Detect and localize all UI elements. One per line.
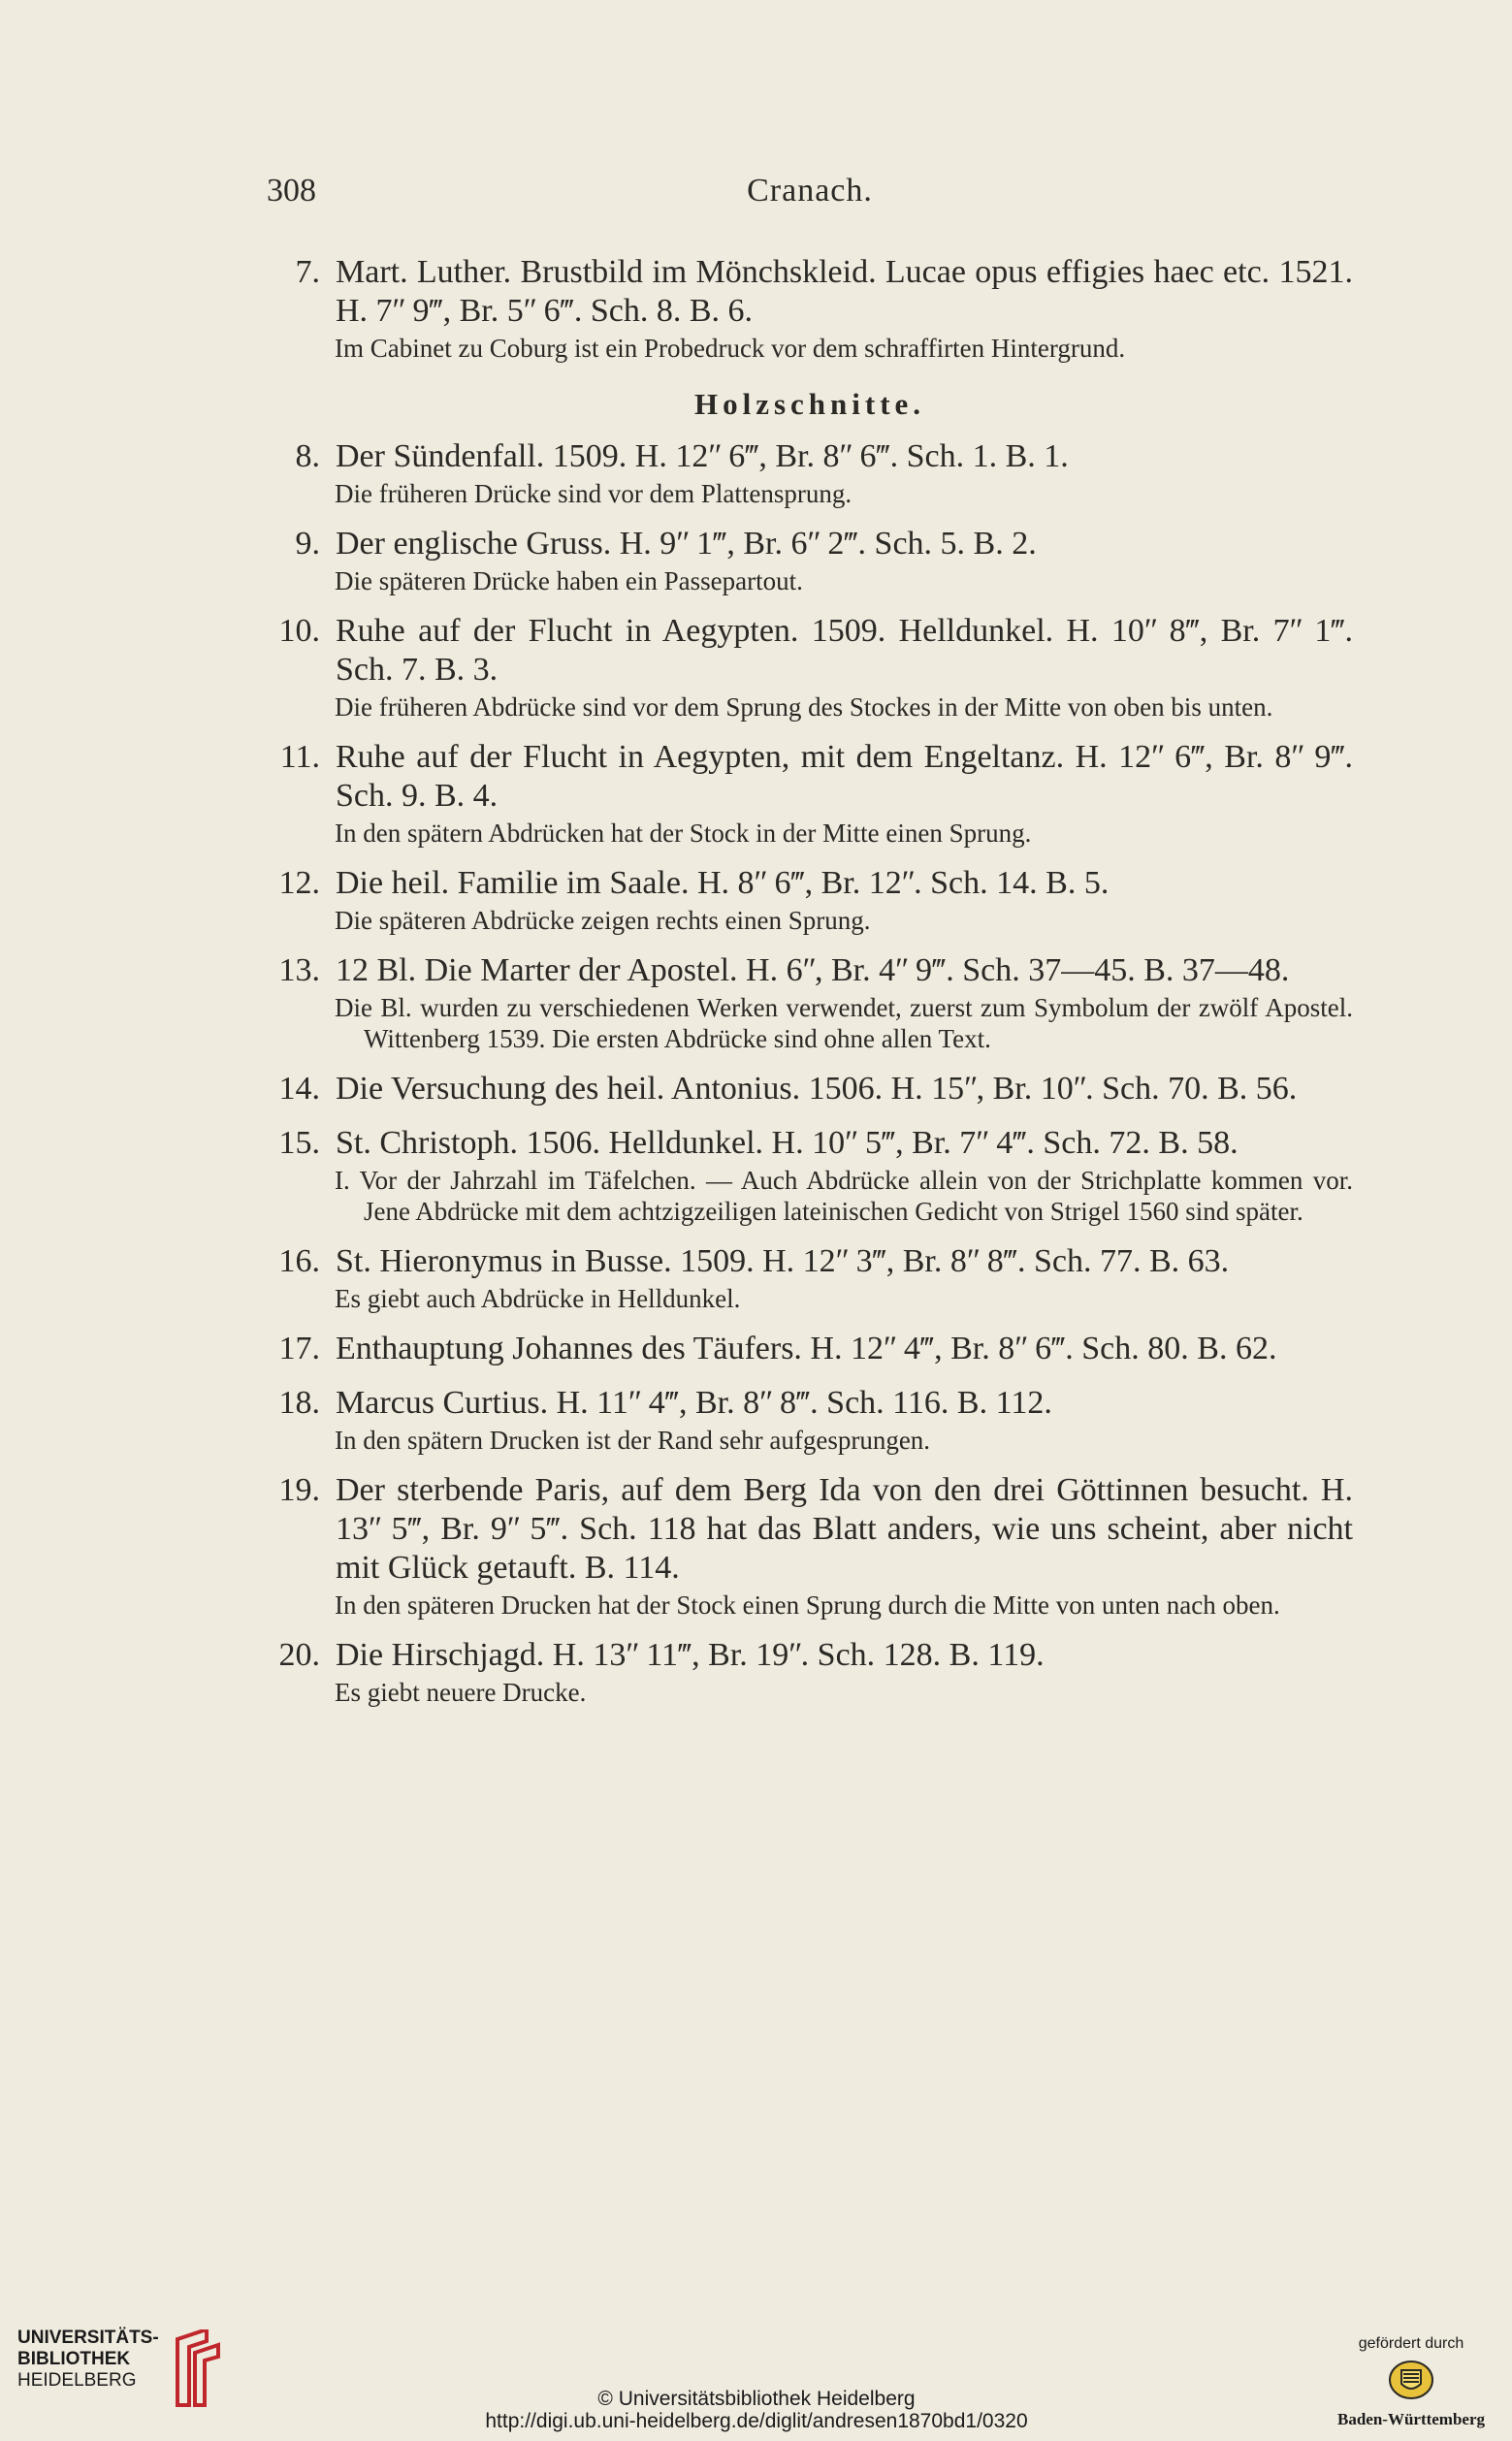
entry-main-text [267,1124,1353,1163]
catalogue-entry [267,1384,1353,1456]
entry-main-text [267,1636,1353,1675]
entry-number: 15. [278,1125,320,1161]
entry-note: Es giebt auch Abdrücke in Helldunkel. [335,1284,741,1313]
catalogue-entry [267,437,1353,509]
entry-main-text [267,1070,1353,1108]
catalogue-entry [267,1070,1353,1108]
woodcuts-list [267,437,1353,1708]
entry-note: In den späteren Drucken hat der Stock einen Sprung durch die Mitte von unten nach oben. [335,1590,1280,1620]
entry-number: 16. [278,1243,320,1279]
entry-number: 18. [278,1385,320,1421]
copper-engravings-list [267,253,1353,364]
entry-description: St. Hieronymus in Busse. 1509. H. 12ʺ 3‴, Br. 8ʺ 8‴. Sch. 77. B. 63. [336,1243,1230,1279]
entry-number: 17. [278,1331,320,1366]
entry-description: Enthauptung Johannes des Täufers. H. 12ʺ 4‴, Br. 8ʺ 6‴. Sch. 80. B. 62. [336,1331,1277,1366]
entry-description: Mart. Luther. Brustbild im Mönchskleid. Lucae opus effigies haec etc. 1521. H. 7ʺ 9‴, Br. 5ʺ 6‴. Sch. 8. B. 6. [336,254,1353,329]
entry-description: Der Sündenfall. 1509. H. 12ʺ 6‴, Br. 8ʺ 6‴. Sch. 1. B. 1. [336,438,1069,474]
entry-note: Die späteren Drücke haben ein Passepartout. [335,566,803,595]
entry-number: 11. [279,739,320,775]
library-mark-icon [168,2329,221,2407]
page-number: 308 [267,173,316,209]
entry-main-text [267,951,1353,990]
catalogue-entry [267,612,1353,723]
library-logo[interactable] [17,2328,221,2425]
entry-description: Die Versuchung des heil. Antonius. 1506. H. 15ʺ, Br. 10ʺ. Sch. 70. B. 56. [336,1071,1298,1107]
library-line-2: BIBLIOTHEK [17,2349,131,2369]
section-heading: Holzschnitte. [693,387,926,421]
entry-number: 13. [278,952,320,988]
entry-note: Es giebt neuere Drucke. [335,1678,587,1707]
entry-main-text [267,612,1353,690]
entry-main-text [267,525,1353,563]
catalogue-entry [267,1242,1353,1314]
entry-main-text [267,1471,1353,1588]
catalogue-entry [267,1330,1353,1368]
running-title: Cranach. [747,173,873,209]
page-header [267,173,1353,221]
entry-note: Die früheren Abdrücke sind vor dem Sprung des Stockes in der Mitte von oben bis unten. [335,692,1273,722]
entry-description: Die Hirschjagd. H. 13ʺ 11‴, Br. 19ʺ. Sch. 128. B. 119. [336,1637,1045,1673]
entry-main-text [267,253,1353,331]
entry-description: Marcus Curtius. H. 11ʺ 4‴, Br. 8ʺ 8‴. Sch. 116. B. 112. [336,1385,1052,1421]
catalogue-entry [267,253,1353,364]
entry-note: Die späteren Abdrücke zeigen rechts einen Sprung. [335,906,871,935]
entry-note: I. Vor der Jahrzahl im Täfelchen. — Auch Abdrücke allein von der Strichplatte kommen vor. Jene Abdrücke mit dem achtzigzeiligen lateinischen Gedicht von Strigel 1560 sind später. [335,1166,1353,1226]
catalogue-entry [267,1471,1353,1621]
entry-number: 7. [295,254,320,290]
catalogue-entry [267,525,1353,596]
entry-description: Ruhe auf der Flucht in Aegypten. 1509. Helldunkel. H. 10ʺ 8‴, Br. 7ʺ 1‴. Sch. 7. B. 3. [336,613,1353,688]
entry-description: Der englische Gruss. H. 9ʺ 1‴, Br. 6ʺ 2‴. Sch. 5. B. 2. [336,526,1037,562]
entry-number: 20. [278,1637,320,1673]
entry-number: 14. [278,1071,320,1107]
sponsor-block [1319,2335,1503,2429]
entry-note: In den spätern Drucken ist der Rand sehr aufgesprungen. [335,1426,931,1455]
entry-number: 10. [278,613,320,649]
coat-of-arms-icon [1387,2359,1435,2401]
catalogue-entry [267,1124,1353,1227]
copyright-text: © Universitätsbibliothek Heidelberg [597,2388,916,2410]
entry-description: 12 Bl. Die Marter der Apostel. H. 6ʺ, Br. 4ʺ 9‴. Sch. 37—45. B. 37—48. [336,952,1290,988]
entry-note: Die früheren Drücke sind vor dem Plattensprung. [335,479,853,508]
entry-main-text [267,738,1353,816]
entry-main-text [267,1242,1353,1281]
entry-description: Der sterbende Paris, auf dem Berg Ida von den drei Göttinnen besucht. H. 13ʺ 5‴, Br. 9ʺ 5‴. Sch. 118 hat das Blatt anders, wie uns scheint, aber nicht mit Glück getauft. B. 114. [336,1472,1353,1586]
sponsor-name: Baden-Württemberg [1336,2410,1486,2428]
entry-number: 12. [278,865,320,901]
entry-description: Die heil. Familie im Saale. H. 8ʺ 6‴, Br. 12ʺ. Sch. 14. B. 5. [336,865,1110,901]
entry-main-text [267,1330,1353,1368]
entry-number: 8. [295,438,320,474]
entry-description: St. Christoph. 1506. Helldunkel. H. 10ʺ 5‴, Br. 7ʺ 4‴. Sch. 72. B. 58. [336,1125,1239,1161]
library-line-3: HEIDELBERG [17,2370,137,2391]
entry-main-text [267,437,1353,476]
entry-note: Im Cabinet zu Coburg ist ein Probedruck vor dem schraffirten Hintergrund. [335,334,1126,363]
permalink[interactable]: http://digi.ub.uni-heidelberg.de/diglit/andresen1870bd1/0320 [485,2410,1028,2432]
entry-note: Die Bl. wurden zu verschiedenen Werken verwendet, zuerst zum Symbolum der zwölf Apostel. Wittenberg 1539. Die ersten Abdrücke sind ohne allen Text. [335,993,1353,1053]
entry-main-text [267,864,1353,903]
entry-number: 9. [295,526,320,562]
entry-main-text [267,1384,1353,1423]
entry-note: In den spätern Abdrücken hat der Stock in der Mitte einen Sprung. [335,819,1032,848]
sponsor-label: gefördert durch [1358,2335,1464,2352]
catalogue-entry [267,951,1353,1054]
catalogue-entry [267,738,1353,849]
entry-number: 19. [278,1472,320,1508]
catalogue-entry [267,864,1353,936]
entry-description: Ruhe auf der Flucht in Aegypten, mit dem Engeltanz. H. 12ʺ 6‴, Br. 8ʺ 9‴. Sch. 9. B. 4. [336,739,1353,814]
library-line-1: UNIVERSITÄTS- [17,2328,159,2348]
footer-credits [388,2388,1125,2432]
catalogue-entry [267,1636,1353,1708]
page-body [267,238,1353,1708]
